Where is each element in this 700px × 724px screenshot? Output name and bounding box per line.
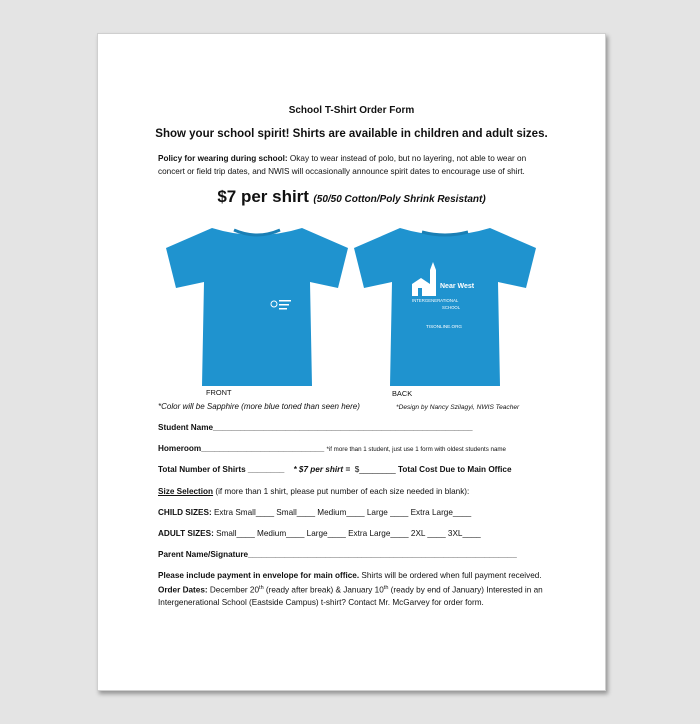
back-website: TISONLINE.ORG <box>426 324 462 329</box>
size-selection-line <box>158 487 469 496</box>
order-dates-part1: December 20 <box>207 585 260 595</box>
form-subtitle: Show your school spirit! Shirts are available in children and adult sizes. <box>155 128 548 140</box>
price-line <box>98 187 605 207</box>
payment-paragraph <box>158 570 550 609</box>
parent-signature-field[interactable] <box>158 550 517 559</box>
payment-text: Shirts will be ordered when full payment received. <box>359 571 542 580</box>
child-sizes-line[interactable] <box>158 508 471 517</box>
form-title: School T-Shirt Order Form <box>288 105 415 116</box>
document-page <box>97 33 606 691</box>
back-logo-line3: SCHOOL <box>442 305 461 310</box>
size-selection-label: Size Selection <box>158 487 214 496</box>
order-dates-part3: (ready by end of January) Interested in an Intergenerational School (Eastside Campus) t-shirt? Contact Mr. McGarvey for order form. <box>158 585 543 607</box>
adult-sizes-options: Small____ Medium____ Large____ Extra Large____ 2XL ____ 3XL____ <box>213 529 481 538</box>
homeroom-field[interactable] <box>158 444 506 453</box>
order-dates-part2: (ready after break) & January 10 <box>263 585 384 595</box>
adult-sizes-label: ADULT SIZES: <box>158 529 214 538</box>
price-main: $7 per shirt <box>217 187 309 206</box>
back-shirt-image <box>350 224 540 390</box>
policy-paragraph <box>158 152 550 178</box>
back-logo-line1: Near West <box>440 283 475 290</box>
policy-text: Okay to wear instead of polo, but no layering, not able to wear on concert or field trip dates, and NWIS will occasionally announce spirit dates to encourage use of shirt. <box>158 154 527 176</box>
size-selection-note: (if more than 1 shirt, please put number of each size needed in blank): <box>213 487 470 496</box>
total-shirts-line[interactable] <box>158 465 512 474</box>
total-blank: $________ <box>354 465 396 474</box>
student-name-field[interactable] <box>158 423 473 432</box>
order-dates-sup1: th <box>259 585 264 591</box>
total-shirts-label: Total Number of Shirts ________ <box>158 465 285 474</box>
child-sizes-label: CHILD SIZES: <box>158 508 212 517</box>
back-logo-line2: INTERGENERATIONAL <box>412 298 459 303</box>
order-dates-label: Order Dates: <box>158 585 208 595</box>
homeroom-note: *if more than 1 student, just use 1 form with oldest students name <box>326 446 506 453</box>
payment-label: Please include payment in envelope for main office. <box>158 571 360 580</box>
parent-signature-label: Parent Name/Signature___________________________________________________________ <box>158 550 517 559</box>
front-label: FRONT <box>206 388 232 397</box>
adult-sizes-line[interactable] <box>158 529 481 538</box>
color-note: *Color will be Sapphire (more blue toned than seen here) <box>158 402 360 411</box>
student-name-label: Student Name_________________________________________________________ <box>158 423 473 432</box>
back-label: BACK <box>392 389 413 398</box>
policy-label: Policy for wearing during school: <box>158 154 288 163</box>
homeroom-label: Homeroom___________________________ <box>158 444 325 453</box>
child-sizes-options: Extra Small____ Small____ Medium____ Large ____ Extra Large____ <box>211 508 472 517</box>
front-shirt-image <box>162 224 352 390</box>
per-shirt-label: * $7 per shirt = <box>293 465 351 474</box>
order-dates-sup2: th <box>383 585 389 591</box>
design-note: *Design by Nancy Szilagyi, NWIS Teacher <box>396 404 520 411</box>
price-detail: (50/50 Cotton/Poly Shrink Resistant) <box>313 194 486 205</box>
total-cost-label: Total Cost Due to Main Office <box>397 465 512 474</box>
